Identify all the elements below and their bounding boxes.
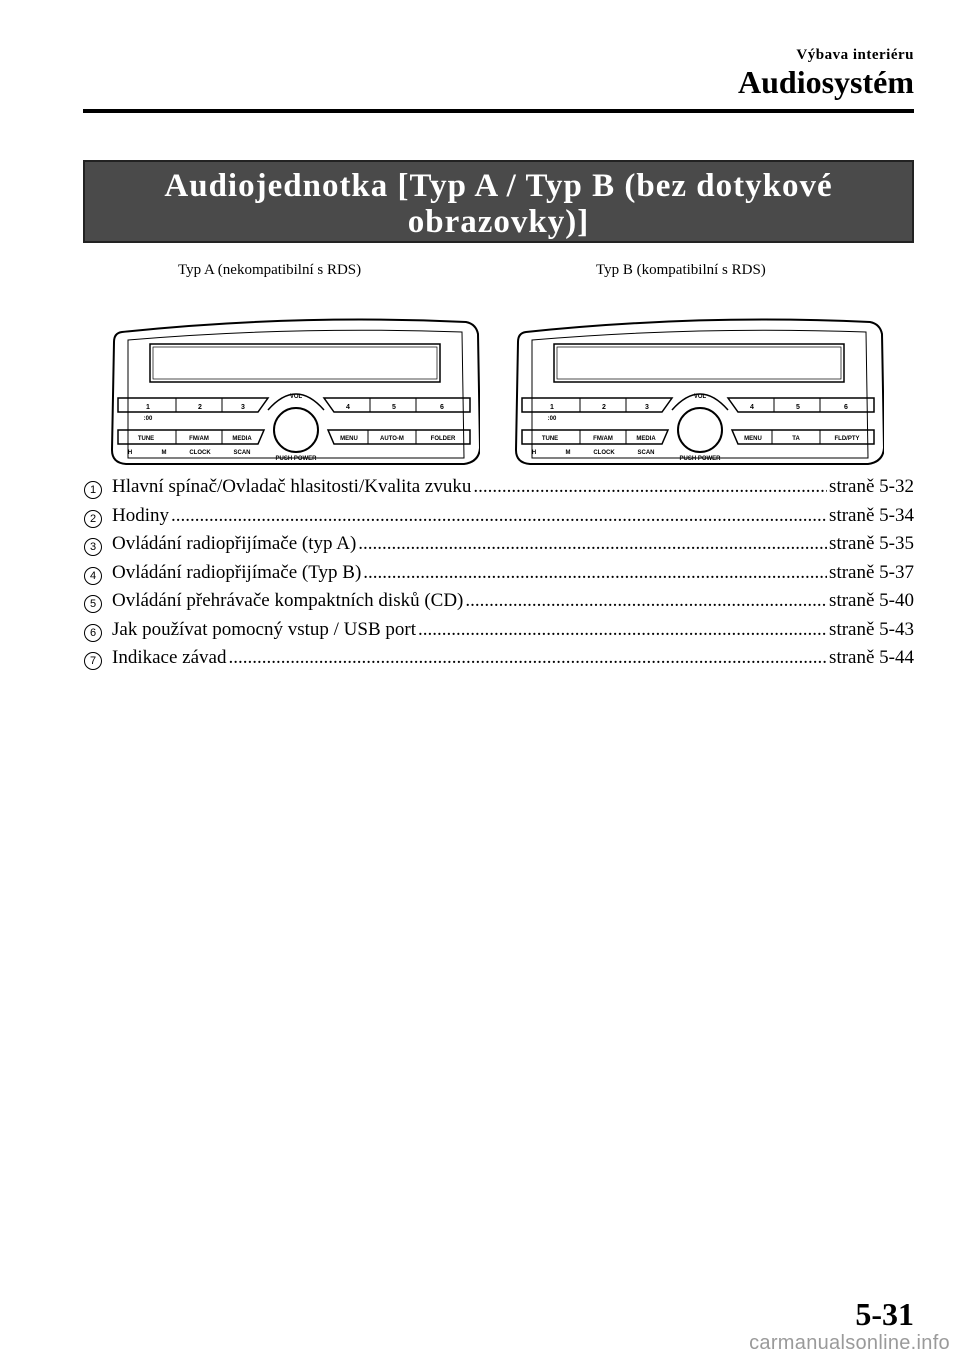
toc-title: Hodiny [112,504,169,526]
media-label: MEDIA [232,436,252,442]
preset-2: 2 [198,404,202,411]
section-title-box [83,160,914,243]
toc-page: straně 5-44 [829,647,914,668]
preset-5: 5 [392,404,396,411]
watermark: carmanualsonline.info [749,1332,950,1354]
volume-knob [678,408,722,452]
header-subsection: Výbava interiéru [796,47,914,63]
vol-label: VOL [693,394,707,400]
toc-number: 7 [84,652,102,670]
ta-label: TA [792,436,800,442]
toc-leader [473,476,827,498]
vol-label: VOL [289,394,303,400]
toc-leader [418,619,827,641]
toc-title: Hlavní spínač/Ovladač hlasitosti/Kvalita zvuku [112,476,472,497]
sub-clock: CLOCK [593,450,615,456]
toc-leader [228,647,827,669]
toc-number: 1 [84,481,102,499]
type-b-label: Typ B (kompatibilní s RDS) [596,262,766,278]
toc-leader [363,562,827,584]
media-label: MEDIA [636,436,656,442]
header-section: Audiosystém [737,64,914,100]
push-power-label: PUSH POWER [679,456,721,462]
preset-1: 1 [146,404,150,411]
sub-scan: SCAN [233,450,251,456]
audio-unit-type-b [512,318,884,471]
toc-number: 6 [84,624,102,642]
clock-label: :00 [143,416,153,422]
sub-h: H [127,450,133,456]
toc-leader [358,533,827,555]
toc-number: 3 [84,538,102,556]
preset-4: 4 [346,404,350,411]
preset-2: 2 [602,404,606,411]
menu-label: MENU [744,436,762,442]
fmam-label: FM/AM [189,436,209,442]
audio-unit-type-a-drawing [108,318,480,466]
toc-title: Ovládání radiopřijímače (typ A) [112,533,357,554]
toc-row [84,505,914,534]
toc-title: Ovládání radiopřijímače (Typ B) [112,561,362,583]
type-a-label: Typ A (nekompatibilní s RDS) [178,262,362,278]
clock-label: :00 [547,416,557,422]
sub-m: M [161,450,167,456]
fmam-label: FM/AM [593,436,613,442]
sub-h: H [531,450,537,456]
header-rule [83,109,914,113]
preset-6: 6 [440,404,444,411]
toc-title: Ovládání přehrávače kompaktních disků (CD) [112,590,464,611]
section-title-line1: Audiojednotka [Typ A / Typ B (bez dotykové [164,168,833,204]
toc-row [84,476,914,505]
tune-label: TUNE [541,436,559,442]
page-number: 5-31 [855,1296,914,1332]
toc-number: 4 [84,567,102,585]
section-title-line2: obrazovky)] [407,204,590,240]
toc-row [84,619,914,648]
toc-title: Indikace závad [112,647,227,668]
toc-page: straně 5-40 [829,590,914,611]
auto-m-label: AUTO-M [380,436,404,442]
toc-row [84,562,914,591]
audio-unit-type-a [108,318,480,471]
toc-row [84,647,914,676]
menu-label: MENU [340,436,358,442]
toc-leader [171,505,827,527]
fld-pty-label: FLD/PTY [834,436,860,442]
push-power-label: PUSH POWER [275,456,317,462]
preset-1: 1 [550,404,554,411]
toc-page: straně 5-32 [829,476,914,497]
toc-number: 2 [84,510,102,528]
preset-6: 6 [844,404,848,411]
tune-label: TUNE [137,436,155,442]
preset-3: 3 [241,404,245,411]
volume-knob [274,408,318,452]
preset-5: 5 [796,404,800,411]
toc-page: straně 5-43 [829,618,914,640]
toc-list [84,476,914,676]
toc-leader [465,590,827,612]
sub-clock: CLOCK [189,450,211,456]
preset-4: 4 [750,404,754,411]
toc-row [84,533,914,562]
toc-page: straně 5-34 [829,504,914,526]
sub-scan: SCAN [637,450,655,456]
toc-row [84,590,914,619]
toc-page: straně 5-35 [829,533,914,554]
folder-label: FOLDER [430,436,456,442]
toc-number: 5 [84,595,102,613]
toc-title: Jak používat pomocný vstup / USB port [112,618,416,640]
preset-3: 3 [645,404,649,411]
toc-page: straně 5-37 [829,561,914,583]
audio-unit-type-b-drawing [512,318,884,466]
sub-m: M [565,450,571,456]
